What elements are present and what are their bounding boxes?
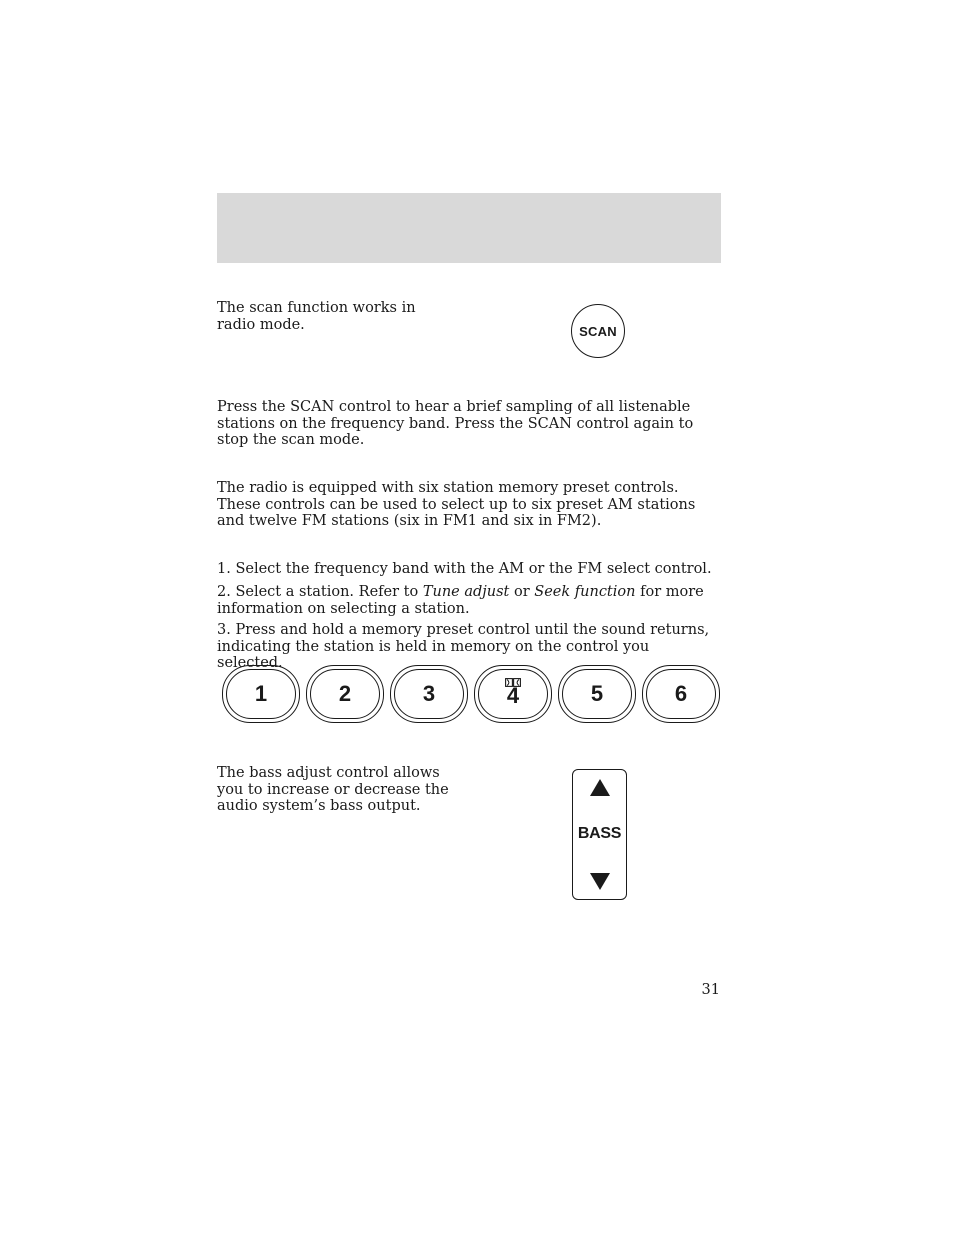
dolby-icon: [505, 678, 521, 687]
preset-button-2[interactable]: [306, 665, 384, 723]
preset-button-4[interactable]: [474, 665, 552, 723]
preset-step-2: [217, 584, 717, 617]
bass-adjust-control: [572, 769, 627, 900]
preset-buttons-row: [222, 665, 720, 723]
preset-6-label: 6: [674, 681, 688, 706]
step-2-suffix: for more information on selecting a station.: [217, 584, 704, 617]
bass-decrease-arrow-icon[interactable]: [590, 873, 610, 890]
preset-step-3: 3. Press and hold a memory preset control until the sound returns, indicating the station is held in memory on the control you selected.: [217, 622, 710, 671]
bass-increase-arrow-icon[interactable]: [590, 779, 610, 796]
step-2-mid: or: [509, 584, 535, 600]
preset-1-label: 1: [254, 681, 268, 706]
preset-button-3[interactable]: [390, 665, 468, 723]
preset-2-label: 2: [338, 681, 352, 706]
preset-4-label: 4: [506, 683, 520, 708]
scan-description-text: Press the SCAN control to hear a brief sampling of all listenable stations on the frequency band. Press the SCAN control again to stop the scan mode.: [217, 399, 694, 448]
bass-label: BASS: [577, 825, 622, 842]
preset-3-label: 3: [422, 681, 436, 706]
preset-button-6[interactable]: [642, 665, 720, 723]
bass-description-text: The bass adjust control allows you to increase or decrease the audio system’s bass output.: [217, 765, 449, 814]
preset-5-label: 5: [590, 681, 604, 706]
preset-button-1[interactable]: [222, 665, 300, 723]
preset-step-1: 1. Select the frequency band with the AM or the FM select control.: [217, 561, 712, 577]
page-number: 31: [701, 982, 720, 998]
presets-intro-text: The radio is equipped with six station memory preset controls. These controls can be used to select up to six preset AM stations and twelve FM stations (six in FM1 and six in FM2).: [217, 480, 696, 529]
seek-function-reference: Seek function: [534, 584, 636, 600]
scan-intro-text: The scan function works in radio mode.: [217, 300, 416, 333]
step-2-prefix: 2. Select a station. Refer to: [217, 584, 423, 600]
scan-button-label: SCAN: [579, 323, 617, 339]
tune-adjust-reference: Tune adjust: [422, 584, 510, 600]
section-header-band: [217, 193, 721, 263]
scan-button[interactable]: [571, 304, 625, 358]
preset-button-5[interactable]: [558, 665, 636, 723]
